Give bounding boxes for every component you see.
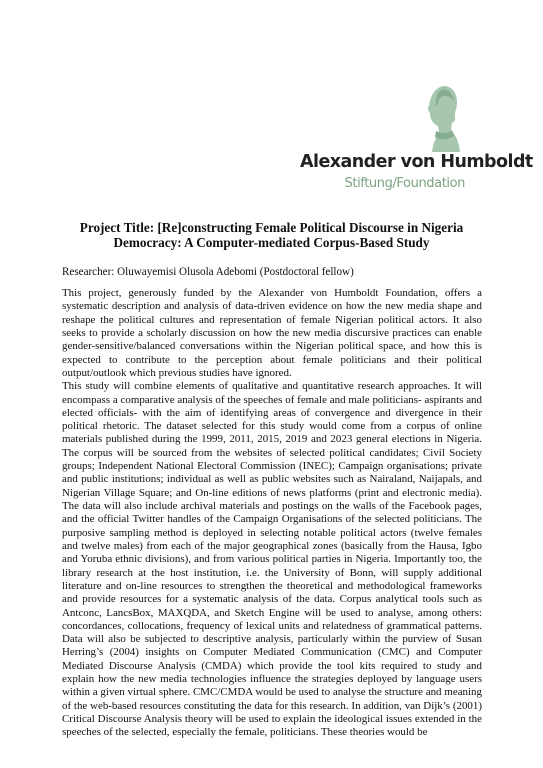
project-title-line-2: Democracy: A Computer-mediated Corpus-Based Study	[113, 235, 430, 250]
paragraph-methodology: This study will combine elements of qualitative and quantitative research approaches. It will encompass a comparative analysis of the speeches of female and male politicians- aspirants and elected officials- with the aim of identifying areas of convergence and divergence in their political rhetoric. The dataset selected for this study would come from a corpus of online materials published during the 1999, 2011, 2015, 2019 and 2023 general elections in Nigeria. The corpus will be sourced from the websites of selected political candidates; Civil Society groups; Independent National Electoral Commission (INEC); Campaign organisations; private and public institutions; individual as well as public websites such as Nairaland, Naijapals, and Nigerian Village Square; and On-line editions of news platforms (print and electronic media). The data will also include archival materials and postings on the walls of the Facebook pages, and the official Twitter handles of the Campaign Organisations of the selected politicians. The purposive sampling method is deployed in selecting notable political actors (twelve females and twelve males) from each of the major geographical zones (basically from the Hausa, Igbo and Yoruba ethnic divisions), and from various political parties in Nigeria. Importantly too, the library research at the host institution, i.e. the University of Bonn, will supply additional literature and on-line resources to strengthen the theoretical and methodological frameworks and provide resources for a systematic analysis of the data. Corpus analytical tools such as Antconc, LancsBox, MAXQDA, and Sketch Engine will be used to analyse, among others: concordances, collocations, frequency of lexical units and relatedness of grammatical patterns. Data will also be subjected to descriptive analysis, particularly within the purview of Susan Herring’s (2004) insights on Computer Mediated Communication (CMC) and Computer Mediated Discourse Analysis (CMDA) which provide the tool kits required to study and explain how the new media technologies influence the strategies deployed by language users within a given virtual sphere. CMC/CMDA would be used to analyse the structure and meaning of the web-based resources constituting the data for this research. In addition, van Dijk’s (2001) Critical Discourse Analysis theory will be used to explain the ideological issues extended in the speeches of the selected, especially the female, politicians. These theories would be	[62, 380, 482, 739]
project-title	[60, 220, 483, 250]
researcher-line: Researcher: Oluwayemisi Olusola Adebomi (Postdoctoral fellow)	[62, 266, 354, 278]
logo-wordmark: Alexander von Humboldt	[300, 152, 533, 172]
document-body	[62, 287, 482, 740]
humboldt-logo	[300, 84, 533, 199]
paragraph-funding: This project, generously funded by the Alexander von Humboldt Foundation, offers a systematic description and analysis of data-driven evidence on how the new media shape and reshape the political cultures and representation of female Nigerian political actors. It also seeks to provide a scholarly discussion on how the new media discursive practices can enable gender-sensitive/balanced conversations within the Nigerian political space, and how this is expected to contribute to the perception about female politicians and their political output/outlook which previous studies have ignored.	[62, 287, 482, 379]
logo-subtitle: Stiftung/Foundation	[344, 176, 465, 191]
humboldt-portrait-icon	[424, 84, 460, 152]
project-title-line-1: Project Title: [Re]constructing Female Political Discourse in Nigeria	[79, 220, 464, 235]
